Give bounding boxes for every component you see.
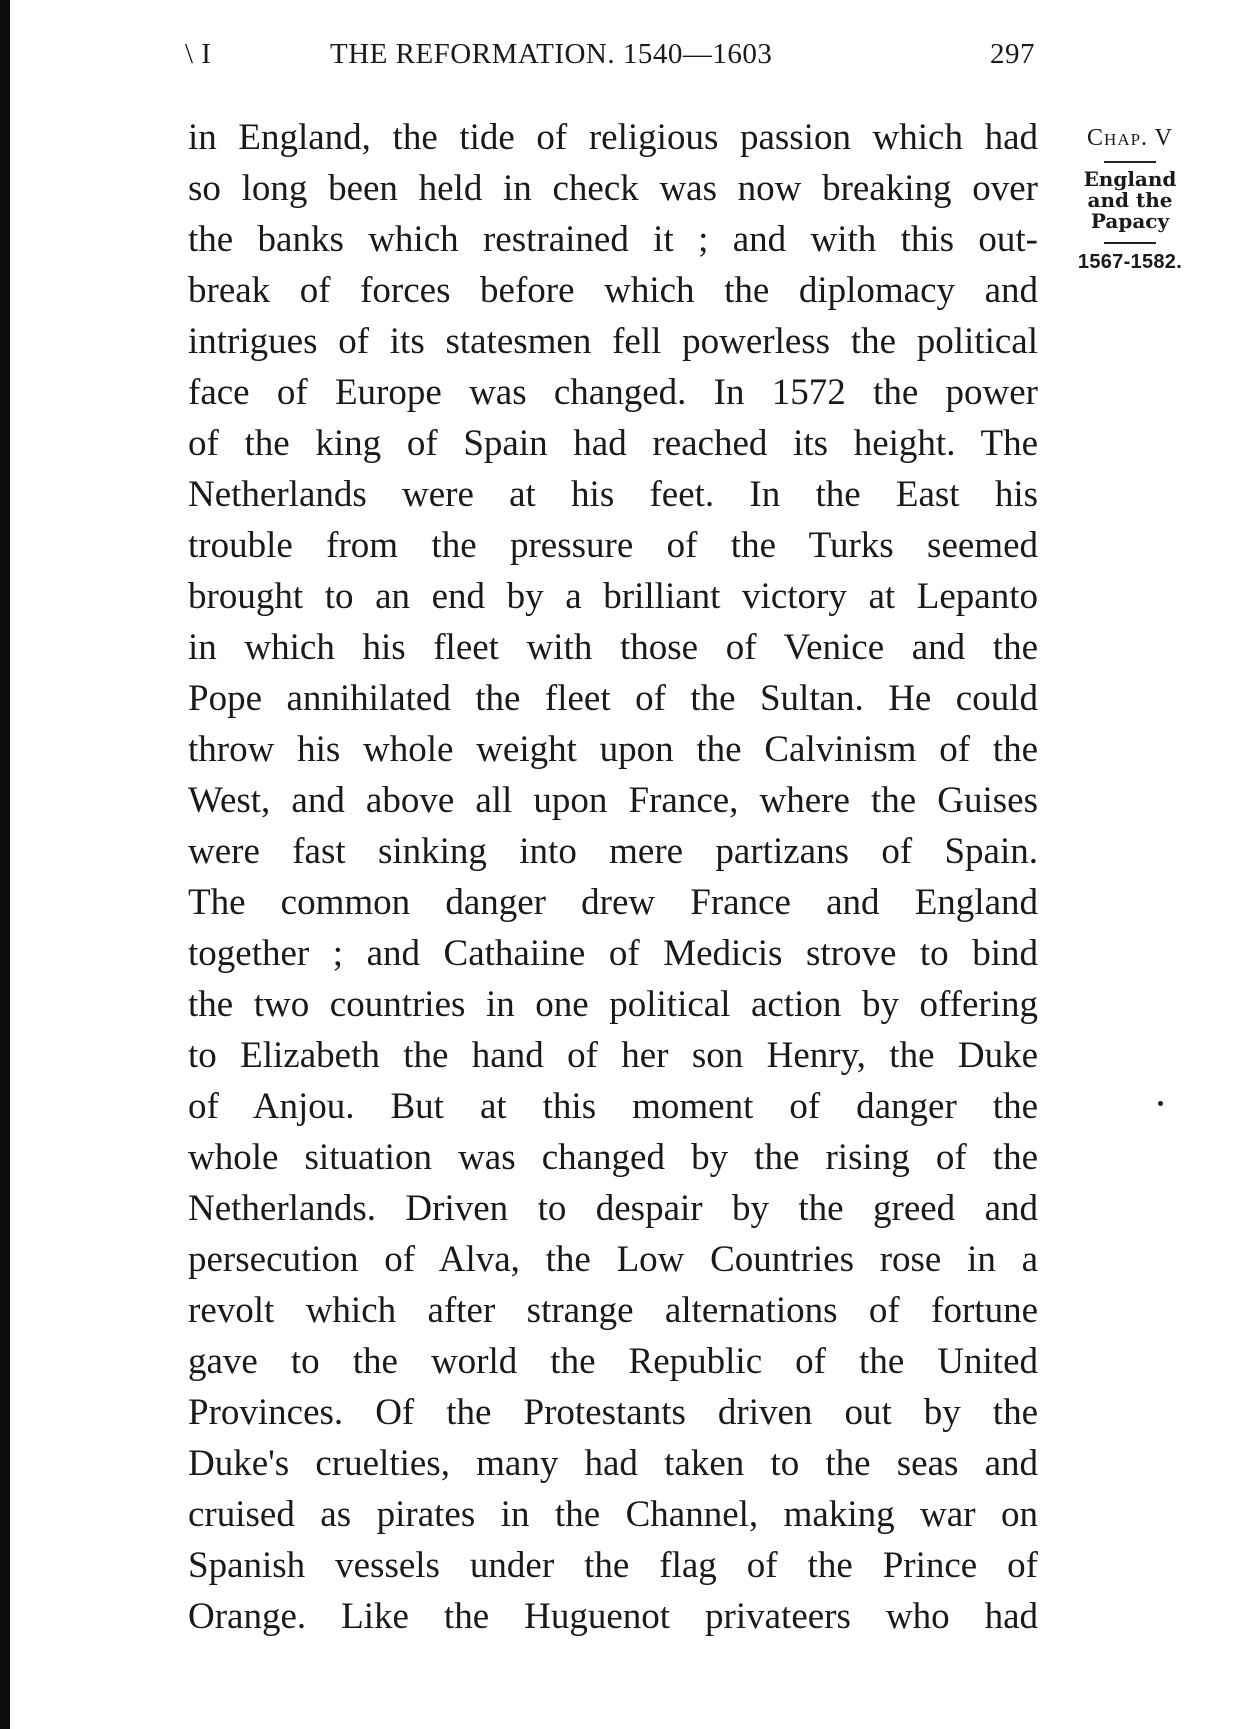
page-binding-edge [0,0,10,1729]
margin-note-rule [1104,161,1156,163]
text-line: in England, the tide of religious passion which had [188,117,1038,158]
text-line: intrigues of its statesmen fell powerless the political [188,321,1038,362]
text-line: break of forces before which the diplomacy and [188,270,1038,311]
text-line: Spanish vessels under the flag of the Prince of [188,1545,1038,1586]
margin-note-chapter: Chap. V [1087,125,1173,151]
print-speck [1158,1101,1163,1106]
running-head-section: \ I [185,38,212,70]
text-line: Orange. Like the Huguenot privateers who had [188,1596,1038,1637]
text-line: so long been held in check was now breaking over [188,168,1038,209]
text-line: Pope annihilated the fleet of the Sultan. He could [188,678,1038,719]
running-head [185,38,1035,78]
text-line: Duke's cruelties, many had taken to the seas and [188,1443,1038,1484]
text-line: Netherlands. Driven to despair by the greed and [188,1188,1038,1229]
text-line: gave to the world the Republic of the United [188,1341,1038,1382]
text-line: the banks which restrained it ; and with this out- [188,219,1038,260]
margin-note-topic-line: England [1083,167,1177,191]
text-line: in which his fleet with those of Venice and the [188,627,1038,668]
text-line: The common danger drew France and England [188,882,1038,923]
text-line: of Anjou. But at this moment of danger the [188,1086,1038,1127]
text-line: whole situation was changed by the rising of the [188,1137,1038,1178]
margin-note [1066,125,1194,274]
text-line: were fast sinking into mere partizans of Spain. [188,831,1038,872]
text-line: brought to an end by a brilliant victory at Lepanto [188,576,1038,617]
text-line: together ; and Cathaiine of Medicis strove to bind [188,933,1038,974]
text-line: Provinces. Of the Protestants driven out by the [188,1392,1038,1433]
text-line: revolt which after strange alternations of fortune [188,1290,1038,1331]
text-line: to Elizabeth the hand of her son Henry, the Duke [188,1035,1038,1076]
text-line: throw his whole weight upon the Calvinism of the [188,729,1038,770]
text-line: West, and above all upon France, where the Guises [188,780,1038,821]
text-line: persecution of Alva, the Low Countries rose in a [188,1239,1038,1280]
margin-note-topic-line: and the [1087,188,1173,212]
text-line: of the king of Spain had reached its height. The [188,423,1038,464]
text-line: face of Europe was changed. In 1572 the power [188,372,1038,413]
running-head-title: THE REFORMATION. 1540—1603 [330,38,773,70]
text-line: Netherlands were at his feet. In the East his [188,474,1038,515]
text-line: trouble from the pressure of the Turks seemed [188,525,1038,566]
margin-note-topic-line: Papacy [1090,209,1170,233]
margin-note-topic [1066,169,1194,232]
page-number: 297 [990,38,1035,70]
body-text [188,112,1038,1642]
margin-note-dates: 1567-1582. [1077,251,1183,273]
text-line: cruised as pirates in the Channel, making war on [188,1494,1038,1535]
text-line: the two countries in one political action by offering [188,984,1038,1025]
margin-note-rule [1104,242,1156,244]
